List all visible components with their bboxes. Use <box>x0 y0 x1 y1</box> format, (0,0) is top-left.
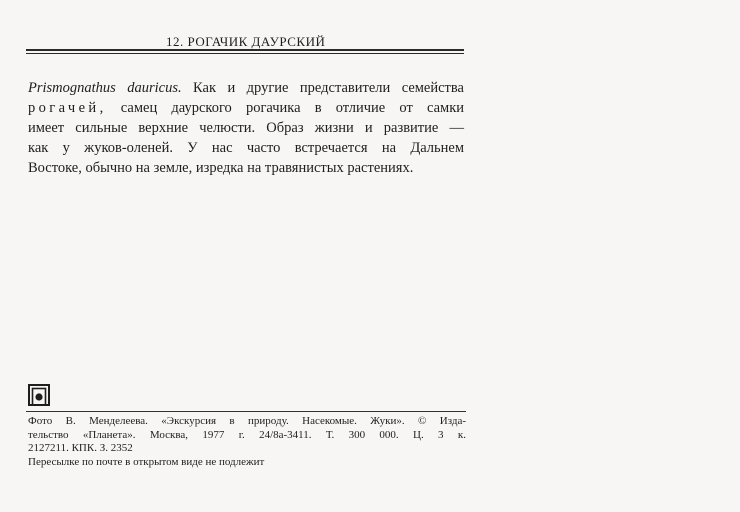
description-line-4: как у жуков-оленей. У нас часто встречается на Дальнем <box>28 140 464 156</box>
imprint-line-3: 2127211. КПК. З. 2352 <box>28 442 133 454</box>
family-name-spaced: рогачей, <box>28 100 107 116</box>
description-line-1: Prismognathus dauricus. Как и другие представители семейства <box>28 80 464 96</box>
imprint-line-1: Фото В. Менделеева. «Экскурсия в природу. Насекомые. Жуки». © Изда- <box>28 415 466 427</box>
imprint-line-2: тельство «Планета». Москва, 1977 г. 24/8а-3411. Т. 300 000. Ц. 3 к. <box>28 428 466 441</box>
planeta-publisher-logo-icon <box>28 384 50 406</box>
footer-rule <box>26 411 466 412</box>
description-line-3: имеет сильные верхние челюсти. Образ жизни и развитие — <box>28 120 464 136</box>
card-title: 12. РОГАЧИК ДАУРСКИЙ <box>166 34 326 49</box>
latin-species-name: Prismognathus dauricus. <box>28 80 182 96</box>
species-description <box>28 78 464 178</box>
title-rule-thin <box>26 53 464 54</box>
description-line-5: Востоке, обычно на земле, изредка на травянистых растениях. <box>28 160 414 176</box>
description-line-2: рогачей, самец даурского рогачика в отличие от самки <box>28 100 464 116</box>
mailing-notice: Пересылке по почте в открытом виде не подлежит <box>28 455 265 468</box>
title-rule-thick <box>26 49 464 51</box>
publication-imprint <box>28 415 466 469</box>
